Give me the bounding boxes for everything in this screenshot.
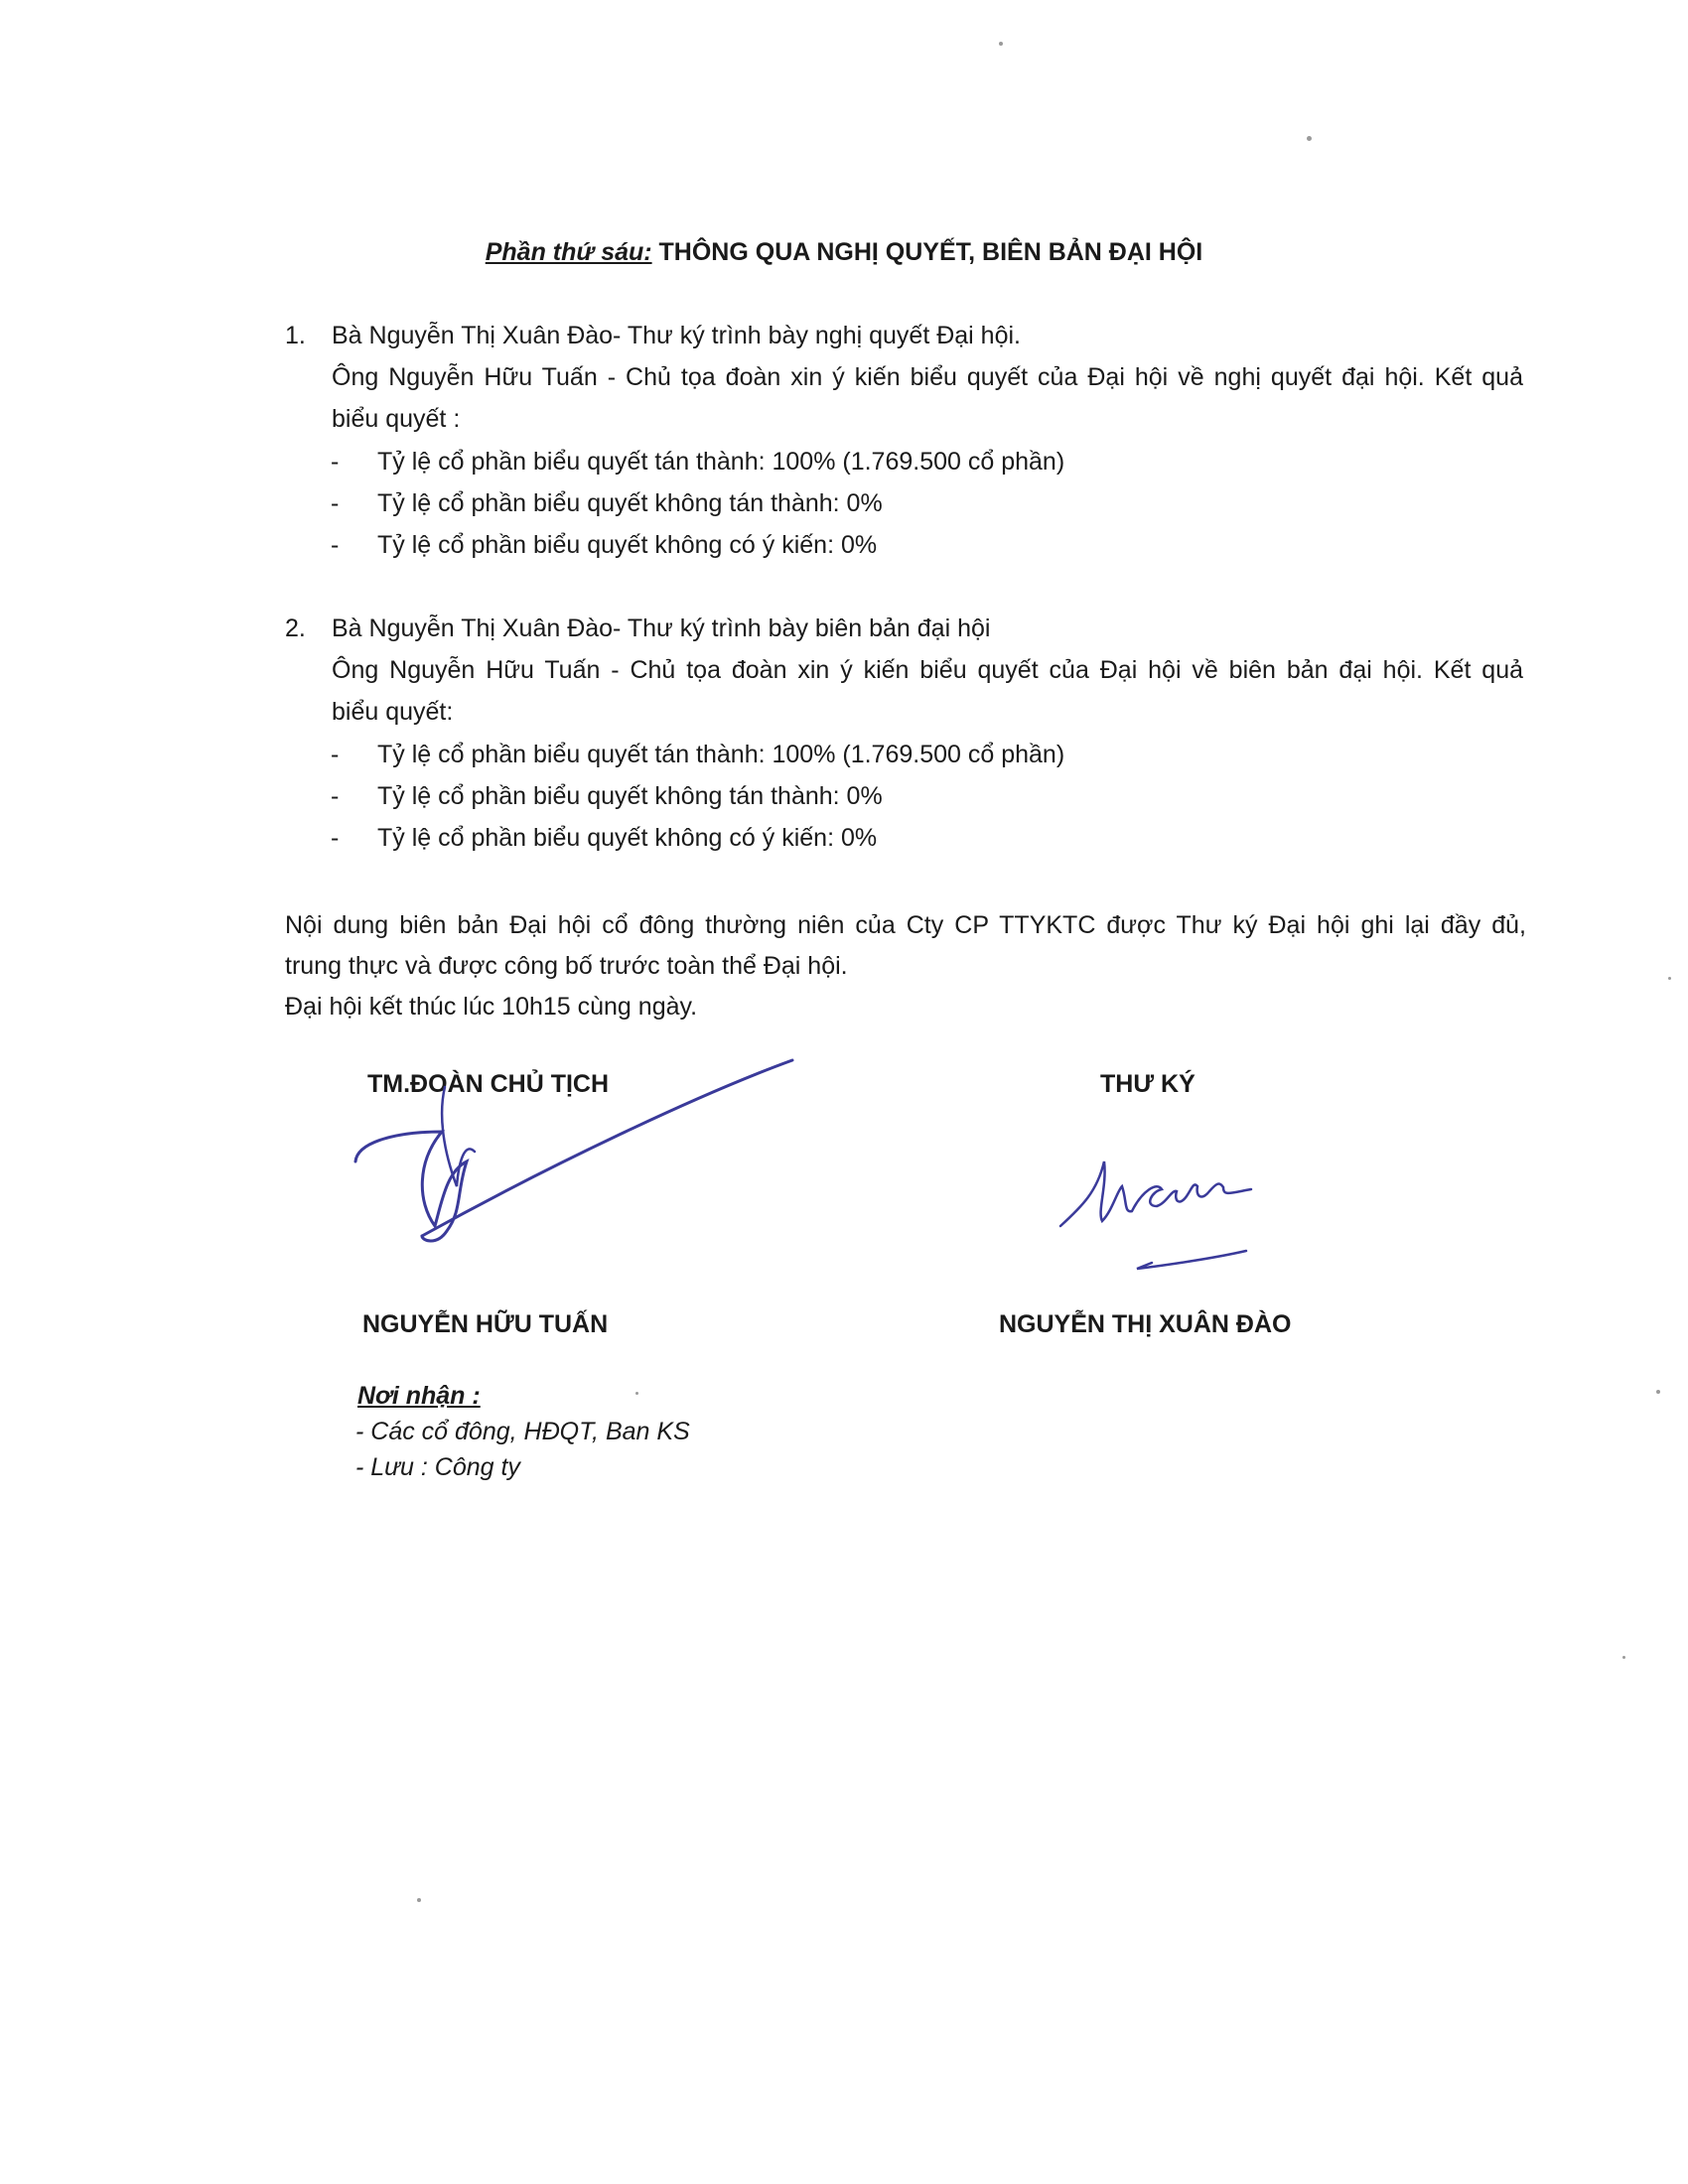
- item-number: 2.: [285, 614, 306, 642]
- recipients-title: [357, 1382, 481, 1411]
- recipient-line: - Lưu : Công ty: [355, 1453, 520, 1481]
- bullet-dash: -: [331, 448, 340, 476]
- bullet-item: Tỷ lệ cổ phần biểu quyết không có ý kiến: 0%: [377, 531, 878, 559]
- closing-line: Nội dung biên bản Đại hội cổ đông thường niên của Cty CP TTYKTC được Thư ký Đại hội ghi lại đầy đủ,: [285, 911, 1526, 939]
- right-signature: [1053, 1152, 1271, 1281]
- right-signatory-title: THƯ KÝ: [1100, 1070, 1196, 1098]
- section-title-lead: Phần thứ sáu:: [485, 238, 652, 266]
- scan-speck: [999, 42, 1003, 46]
- bullet-dash: -: [331, 782, 340, 810]
- bullet-item: Tỷ lệ cổ phần biểu quyết không tán thành: 0%: [377, 782, 883, 810]
- recipient-line: - Các cổ đông, HĐQT, Ban KS: [355, 1418, 690, 1445]
- section-title: [0, 238, 1688, 267]
- item-line: Ông Nguyễn Hữu Tuấn - Chủ tọa đoàn xin ý kiến biểu quyết của Đại hội về biên bản đại hội. Kết quả: [332, 656, 1523, 684]
- recipients-title-text: Nơi nhận :: [357, 1382, 481, 1410]
- closing-line: trung thực và được công bố trước toàn thể Đại hội.: [285, 952, 848, 980]
- left-signatory-title: TM.ĐOÀN CHỦ TỊCH: [367, 1070, 610, 1098]
- item-line: Bà Nguyễn Thị Xuân Đào- Thư ký trình bày nghị quyết Đại hội.: [332, 322, 1021, 349]
- section-title-main: THÔNG QUA NGHỊ QUYẾT, BIÊN BẢN ĐẠI HỘI: [651, 238, 1203, 266]
- right-signatory-name: NGUYỄN THỊ XUÂN ĐÀO: [999, 1310, 1292, 1338]
- scan-speck: [635, 1392, 638, 1395]
- item-line: Bà Nguyễn Thị Xuân Đào- Thư ký trình bày biên bản đại hội: [332, 614, 991, 642]
- scan-speck: [1656, 1390, 1660, 1394]
- item-line: Ông Nguyễn Hữu Tuấn - Chủ tọa đoàn xin ý kiến biểu quyết của Đại hội về nghị quyết đại hội. Kết quả: [332, 363, 1523, 391]
- bullet-item: Tỷ lệ cổ phần biểu quyết không có ý kiến: 0%: [377, 824, 878, 852]
- scan-speck: [1307, 136, 1312, 141]
- bullet-dash: -: [331, 824, 340, 852]
- bullet-item: Tỷ lệ cổ phần biểu quyết không tán thành: 0%: [377, 489, 883, 517]
- scan-speck: [417, 1898, 421, 1902]
- item-line: biểu quyết:: [332, 698, 454, 726]
- scan-speck: [1622, 1656, 1625, 1659]
- scan-speck: [1668, 977, 1671, 980]
- left-signature: [348, 1052, 804, 1251]
- bullet-dash: -: [331, 489, 340, 517]
- item-line: biểu quyết :: [332, 405, 461, 433]
- item-number: 1.: [285, 322, 306, 349]
- closing-line: Đại hội kết thúc lúc 10h15 cùng ngày.: [285, 993, 698, 1021]
- bullet-dash: -: [331, 741, 340, 768]
- left-signatory-name: NGUYỄN HỮU TUẤN: [362, 1310, 609, 1338]
- bullet-item: Tỷ lệ cổ phần biểu quyết tán thành: 100% (1.769.500 cổ phần): [377, 448, 1065, 476]
- bullet-dash: -: [331, 531, 340, 559]
- bullet-item: Tỷ lệ cổ phần biểu quyết tán thành: 100% (1.769.500 cổ phần): [377, 741, 1065, 768]
